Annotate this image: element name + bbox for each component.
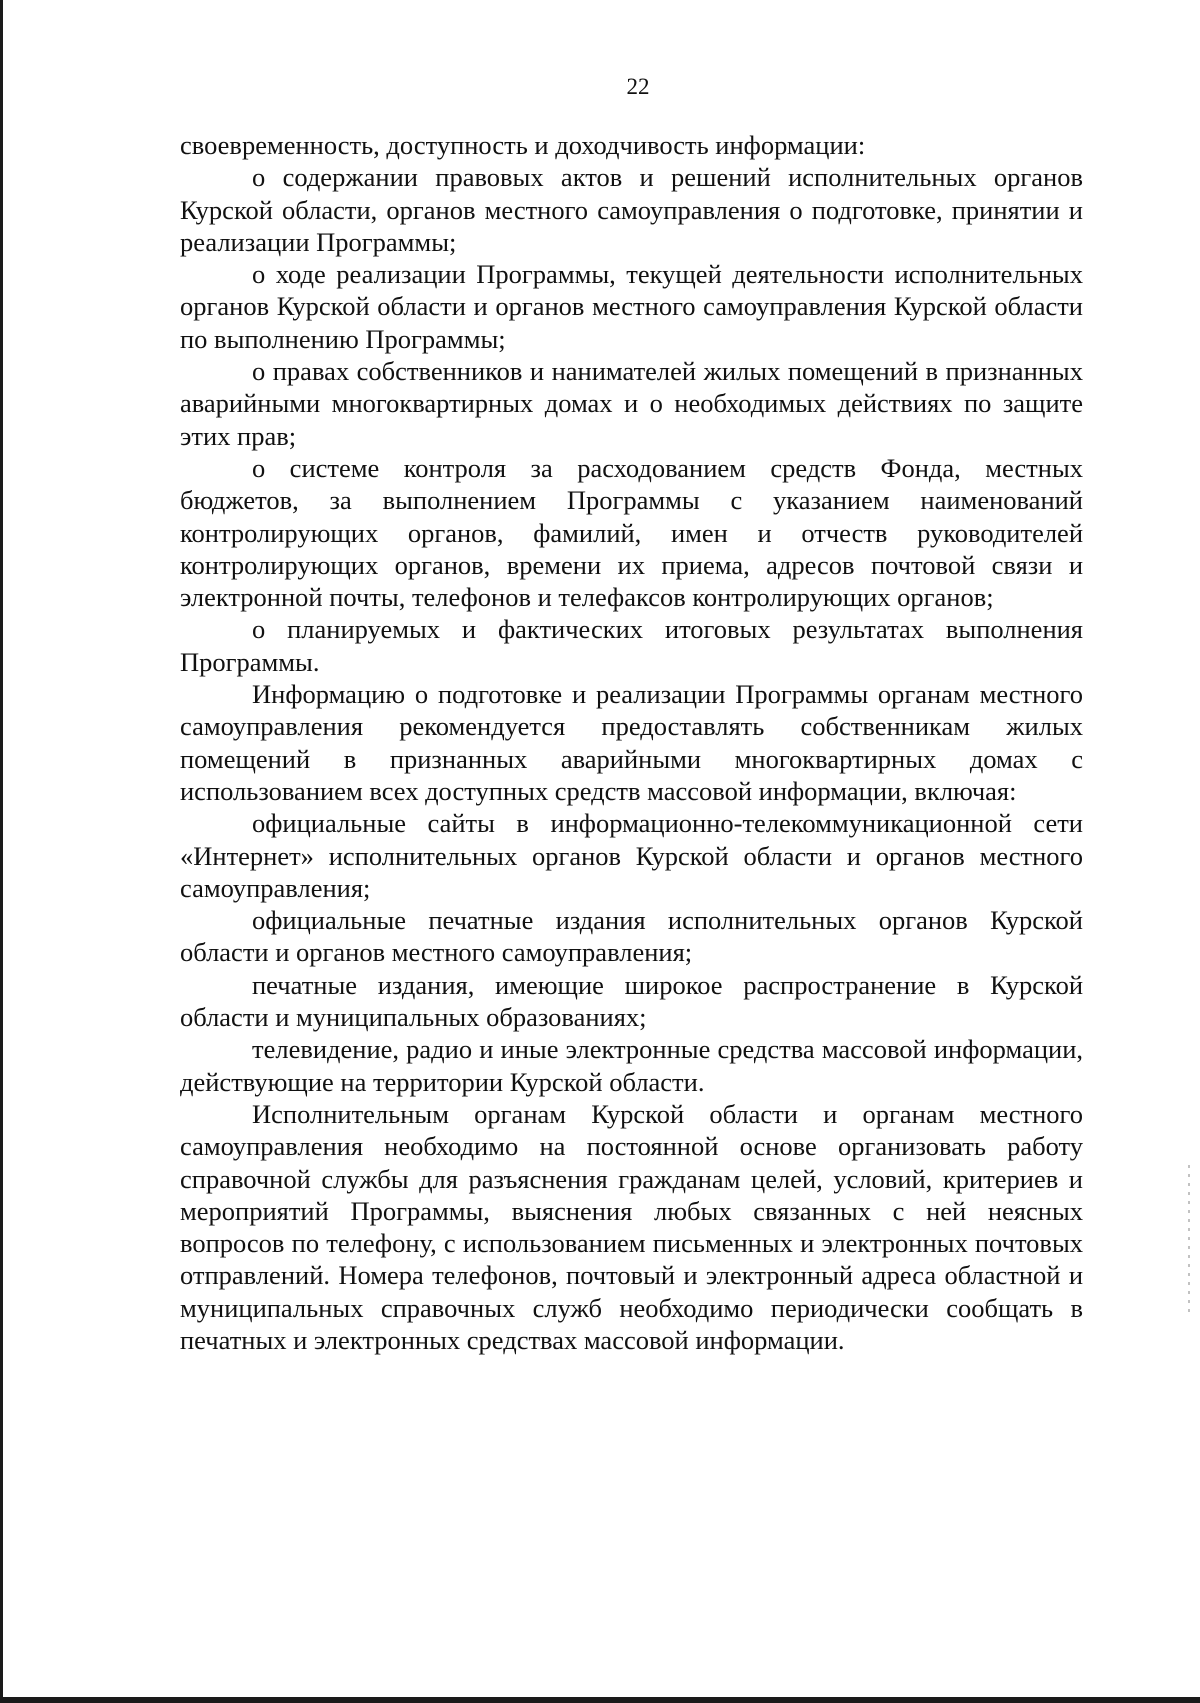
paragraph-official-websites: официальные сайты в информационно-телекоммуникационной сети «Интернет» исполнительных органов Курской области и органов местного самоуправления;	[180, 808, 1083, 903]
paragraph-official-print: официальные печатные издания исполнительных органов Курской области и органов местного самоуправления;	[180, 905, 1083, 968]
paragraph-help-service: Исполнительным органам Курской области и органам местного самоуправления необходимо на постоянной основе организовать работу справочной службы для разъяснения гражданам целей, условий, критериев и мероприятий Программы, выяснения любых связанных с ней неясных вопросов по телефону, с использованием письменных и электронных почтовых отправлений. Номера телефонов, почтовый и электронный адреса областной и муниципальных справочных служб необходимо периодически сообщать в печатных и электронных средствах массовой информации.	[180, 1098, 1083, 1355]
document-body	[180, 129, 1083, 1356]
paragraph-results: о планируемых и фактических итоговых результатах выполнения Программы.	[180, 614, 1083, 677]
paragraph-information-provision: Информацию о подготовке и реализации Программы органам местного самоуправления рекомендуется предоставлять собственникам жилых помещений в признанных аварийными многоквартирных домах с использованием всех доступных средств массовой информации, включая:	[180, 679, 1083, 806]
paragraph-program-progress: о ходе реализации Программы, текущей деятельности исполнительных органов Курской области и органов местного самоуправления Курской области по выполнению Программы;	[180, 259, 1083, 354]
paragraph-owners-rights: о правах собственников и нанимателей жилых помещений в признанных аварийными многоквартирных домах и о необходимых действиях по защите этих прав;	[180, 356, 1083, 451]
paragraph-legal-acts: о содержании правовых актов и решений исполнительных органов Курской области, органов местного самоуправления о подготовке, принятии и реализации Программы;	[180, 162, 1083, 257]
scan-edge-left	[0, 0, 3, 1703]
paragraph-print-media: печатные издания, имеющие широкое распространение в Курской области и муниципальных образованиях;	[180, 969, 1083, 1033]
paragraph-control-system: о системе контроля за расходованием средств Фонда, местных бюджетов, за выполнением Программы с указанием наименований контролирующих органов, фамилий, имен и отчеств руководителей контролирующих органов, времени их приема, адресов почтовой связи и электронной почты, телефонов и телефаксов контролирующих органов;	[180, 452, 1083, 613]
page-number: 22	[626, 74, 650, 99]
scan-speck	[1188, 1165, 1190, 1315]
paragraph-intro: своевременность, доступность и доходчивость информации:	[180, 130, 866, 160]
scan-edge-bottom	[0, 1697, 1200, 1703]
paragraph-tv-radio: телевидение, радио и иные электронные средства массовой информации, действующие на территории Курской области.	[180, 1034, 1083, 1097]
